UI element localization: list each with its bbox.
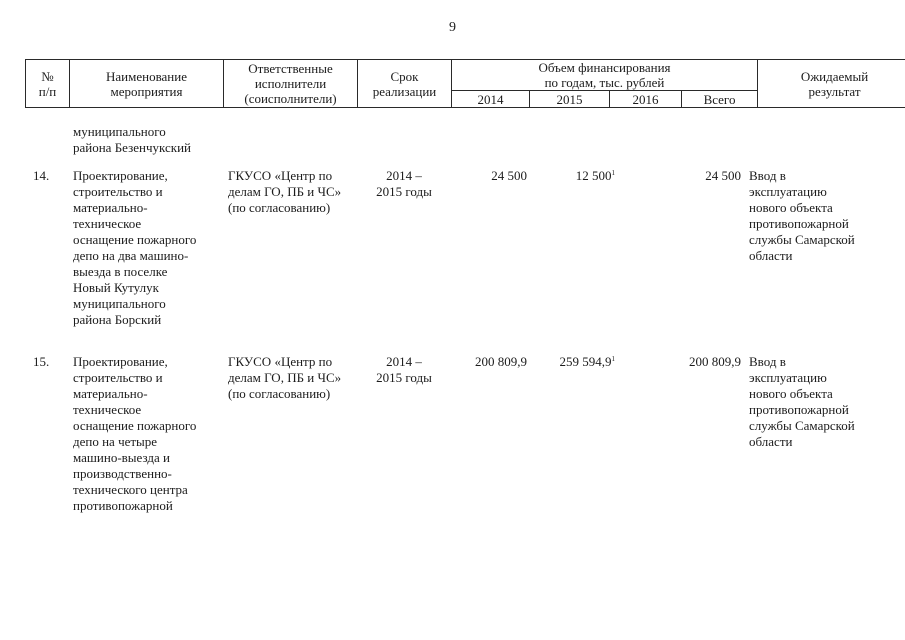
footnote-mark: 1 [611, 169, 615, 177]
row-number: 14. [33, 168, 50, 183]
header-year-2014: 2014 [452, 91, 530, 108]
row-responsible: ГКУСО «Центр по делам ГО, ПБ и ЧС» (по согласованию) [228, 354, 342, 401]
continuation-row [25, 124, 891, 168]
row-name: Проектирование, строительство и материально- техническое оснащение пожарного депо на четыре машино-выезда и производственно- технического центра противопожарной [73, 354, 197, 513]
table-header [25, 59, 905, 108]
table-row [25, 354, 891, 534]
row-term: 2014 – 2015 годы [376, 168, 432, 199]
header-result: Ожидаемый результат [758, 60, 905, 108]
page-number: 9 [449, 20, 456, 35]
row-funding-2014: 200 809,9 [475, 354, 527, 369]
row-funding-2015: 259 594,9$^1$ [559, 354, 615, 369]
header-term: Срок реализации [358, 60, 452, 108]
header-year-2015: 2015 [530, 91, 610, 108]
row-funding-total: 24 500 [705, 168, 741, 183]
header-responsible: Ответственные исполнители (соисполнители) [224, 60, 358, 108]
header-year-total: Всего [682, 91, 758, 108]
header-year-2016: 2016 [610, 91, 682, 108]
row-funding-total: 200 809,9 [689, 354, 741, 369]
row-funding-2015: 12 $500^1$ [575, 168, 615, 183]
table-body [25, 124, 891, 534]
row-result: Ввод в эксплуатацию нового объекта противопожарной службы Самарской области [749, 168, 855, 263]
row-result: Ввод в эксплуатацию нового объекта противопожарной службы Самарской области [749, 354, 855, 449]
row-number: 15. [33, 354, 50, 369]
row-term: 2014 – 2015 годы [376, 354, 432, 385]
header-num: № п/п [26, 60, 70, 108]
row-responsible: ГКУСО «Центр по делам ГО, ПБ и ЧС» (по согласованию) [228, 168, 342, 215]
header-name: Наименование мероприятия [70, 60, 224, 108]
table-row [25, 168, 891, 354]
row-funding-2014: 24 500 [491, 168, 527, 183]
continuation-name: муниципального района Безенчукский [73, 124, 191, 155]
footnote-mark: 1 [611, 355, 615, 363]
header-funding: Объем финансирования по годам, тыс. рублей [452, 60, 758, 91]
row-name: Проектирование, строительство и материально- техническое оснащение пожарного депо на два машино- выезда в поселке Новый Кутулук муниципального района Борский [73, 168, 197, 327]
